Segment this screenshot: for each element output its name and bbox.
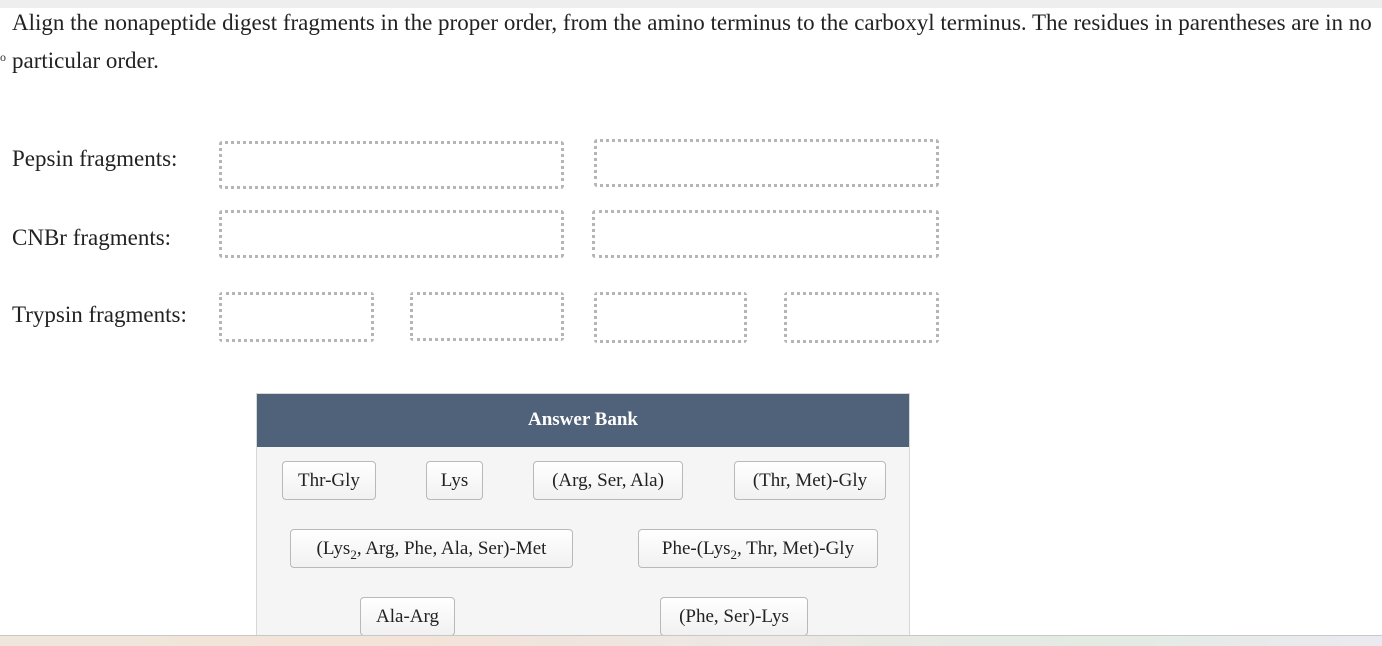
chip-thr-met-gly[interactable]: (Thr, Met)-Gly bbox=[734, 461, 886, 500]
chip-phe-lys2-thr-met-gly[interactable] bbox=[638, 529, 878, 568]
chip-text-post: , Arg, Phe, Ala, Ser)-Met bbox=[356, 538, 547, 559]
chip-text-pre: (Lys bbox=[316, 538, 351, 559]
chip-text-subscript: 2 bbox=[350, 546, 357, 562]
chip-arg-ser-ala[interactable]: (Arg, Ser, Ala) bbox=[533, 461, 683, 500]
trypsin-drop-slot-4[interactable] bbox=[784, 292, 939, 343]
chip-text-pre: Phe-(Lys bbox=[661, 538, 731, 559]
trypsin-label: Trypsin fragments: bbox=[12, 302, 187, 327]
edge-mark: o bbox=[0, 50, 6, 64]
trypsin-drop-slot-3[interactable] bbox=[594, 292, 747, 343]
pepsin-label: Pepsin fragments: bbox=[12, 146, 178, 171]
question-instructions: Align the nonapeptide digest fragments in the proper order, from the amino terminus to the carboxyl terminus. The residues in parentheses are in no particular order. bbox=[12, 10, 1372, 73]
cnbr-drop-slot-1[interactable] bbox=[219, 210, 564, 258]
pepsin-drop-slot-1[interactable] bbox=[219, 141, 564, 189]
answer-bank bbox=[256, 393, 910, 645]
chip-phe-ser-lys[interactable]: (Phe, Ser)-Lys bbox=[660, 597, 808, 636]
chip-thr-gly[interactable]: Thr-Gly bbox=[282, 461, 376, 500]
trypsin-drop-slot-1[interactable] bbox=[219, 292, 374, 342]
chip-lys2-arg-phe-ala-ser-met[interactable] bbox=[290, 529, 573, 568]
cnbr-label: CNBr fragments: bbox=[12, 225, 172, 250]
cnbr-drop-slot-2[interactable] bbox=[592, 210, 939, 258]
chip-text-post: , Thr, Met)-Gly bbox=[737, 538, 855, 559]
chip-ala-arg[interactable]: Ala-Arg bbox=[360, 597, 455, 636]
bottom-toolbar-strip bbox=[0, 635, 1382, 646]
trypsin-drop-slot-2[interactable] bbox=[410, 292, 564, 341]
chip-text-subscript: 2 bbox=[730, 546, 737, 562]
answer-bank-title: Answer Bank bbox=[257, 394, 909, 447]
chip-lys[interactable]: Lys bbox=[426, 461, 483, 500]
pepsin-drop-slot-2[interactable] bbox=[594, 139, 939, 187]
